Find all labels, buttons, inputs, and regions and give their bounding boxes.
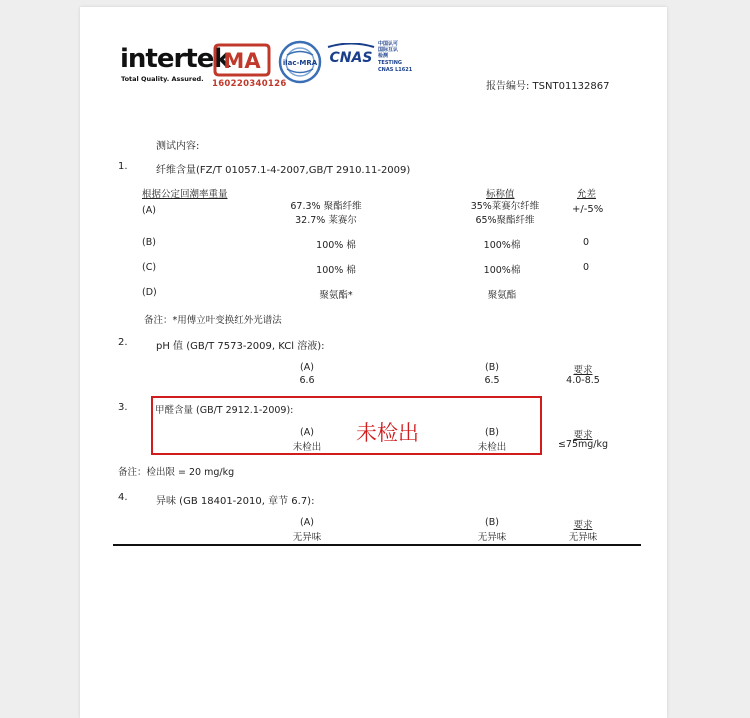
formaldehyde-requirement-value: ≤75mg/kg xyxy=(557,439,609,450)
section-3-number: 3. xyxy=(118,402,128,413)
fiber-row-c-id: (C) xyxy=(142,262,157,273)
fiber-row-a-tolerance: +/-5% xyxy=(572,204,604,215)
section-4-title: 异味 (GB 18401-2010, 章节 6.7): xyxy=(156,496,315,507)
ph-a-value: 6.6 xyxy=(299,375,315,386)
report-number: 报告编号: TSNT01132867 xyxy=(486,81,610,92)
fiber-row-c-result: 100% 棉 xyxy=(316,265,356,276)
formaldehyde-a-value: 未检出 xyxy=(292,442,322,453)
ilac-text: ilac-MRA xyxy=(282,59,318,67)
fiber-row-d-result: 聚氨酯* xyxy=(319,290,353,301)
ph-b-value: 6.5 xyxy=(484,375,500,386)
intertek-tagline: Total Quality. Assured. xyxy=(121,75,204,83)
fiber-row-c-label: 100%棉 xyxy=(483,265,521,276)
cnas-chinese-text: 中国认可 国际互认 检测 xyxy=(378,41,399,59)
odor-a-label: (A) xyxy=(300,517,314,528)
formaldehyde-requirement-label: 要求 xyxy=(573,430,593,441)
fiber-row-b-label: 100%棉 xyxy=(483,240,521,251)
col-header-tolerance: 允差 xyxy=(577,189,597,200)
col-header-label: 标称值 xyxy=(486,189,515,200)
section-1-note: 备注：*用傅立叶变换红外光谱法 xyxy=(144,315,282,326)
fiber-row-a-result: 67.3% 聚酯纤维 32.7% 莱赛尔 xyxy=(290,201,362,226)
formaldehyde-b-label: (B) xyxy=(485,427,499,438)
ilac-mra-logo xyxy=(278,40,322,84)
fiber-row-a-id: (A) xyxy=(142,205,156,216)
ma-logo-text: MA xyxy=(223,49,261,73)
ma-number: 160220340126 xyxy=(212,79,287,89)
fiber-row-b-tolerance: 0 xyxy=(583,237,590,248)
bottom-divider xyxy=(113,544,641,546)
intertek-logo: intertek xyxy=(120,44,230,74)
section-2-title: pH 值 (GB/T 7573-2009, KCl 溶液): xyxy=(156,341,325,352)
ph-b-label: (B) xyxy=(485,362,499,373)
section-3-title: 甲醛含量 (GB/T 2912.1-2009): xyxy=(155,405,294,416)
section-3-note: 备注：检出限 = 20 mg/kg xyxy=(118,467,235,478)
test-content-heading: 测试内容: xyxy=(156,141,200,152)
section-1-number: 1. xyxy=(118,161,128,172)
cnas-testing-label: TESTING CNAS L1621 xyxy=(378,60,413,73)
formaldehyde-b-value: 未检出 xyxy=(477,442,507,453)
odor-a-value: 无异味 xyxy=(292,532,322,543)
report-page xyxy=(80,7,667,718)
ph-requirement-label: 要求 xyxy=(573,365,593,376)
ph-requirement-value: 4.0-8.5 xyxy=(566,375,600,386)
odor-b-label: (B) xyxy=(485,517,499,528)
section-2-number: 2. xyxy=(118,337,128,348)
fiber-row-c-tolerance: 0 xyxy=(583,262,590,273)
odor-requirement-label: 要求 xyxy=(573,520,593,531)
not-detected-stamp: 未检出 xyxy=(356,421,419,445)
fiber-row-d-label: 聚氨酯 xyxy=(487,290,517,301)
section-1-title: 纤维含量(FZ/T 01057.1-4-2007,GB/T 2910.11-2009) xyxy=(156,165,411,176)
ma-logo xyxy=(213,43,271,77)
fiber-row-d-id: (D) xyxy=(142,287,157,298)
odor-b-value: 无异味 xyxy=(477,532,507,543)
fiber-row-b-result: 100% 棉 xyxy=(316,240,356,251)
fiber-row-a-label: 35%莱赛尔纤维 65%聚酯纤维 xyxy=(470,201,540,226)
formaldehyde-a-label: (A) xyxy=(300,427,314,438)
ph-a-label: (A) xyxy=(300,362,314,373)
cnas-text: CNAS xyxy=(329,50,373,65)
cnas-logo xyxy=(326,43,376,65)
odor-requirement-value: 无异味 xyxy=(568,532,598,543)
fiber-row-b-id: (B) xyxy=(142,237,156,248)
section-4-number: 4. xyxy=(118,492,128,503)
col-header-basis: 根据公定回潮率重量 xyxy=(142,189,228,200)
